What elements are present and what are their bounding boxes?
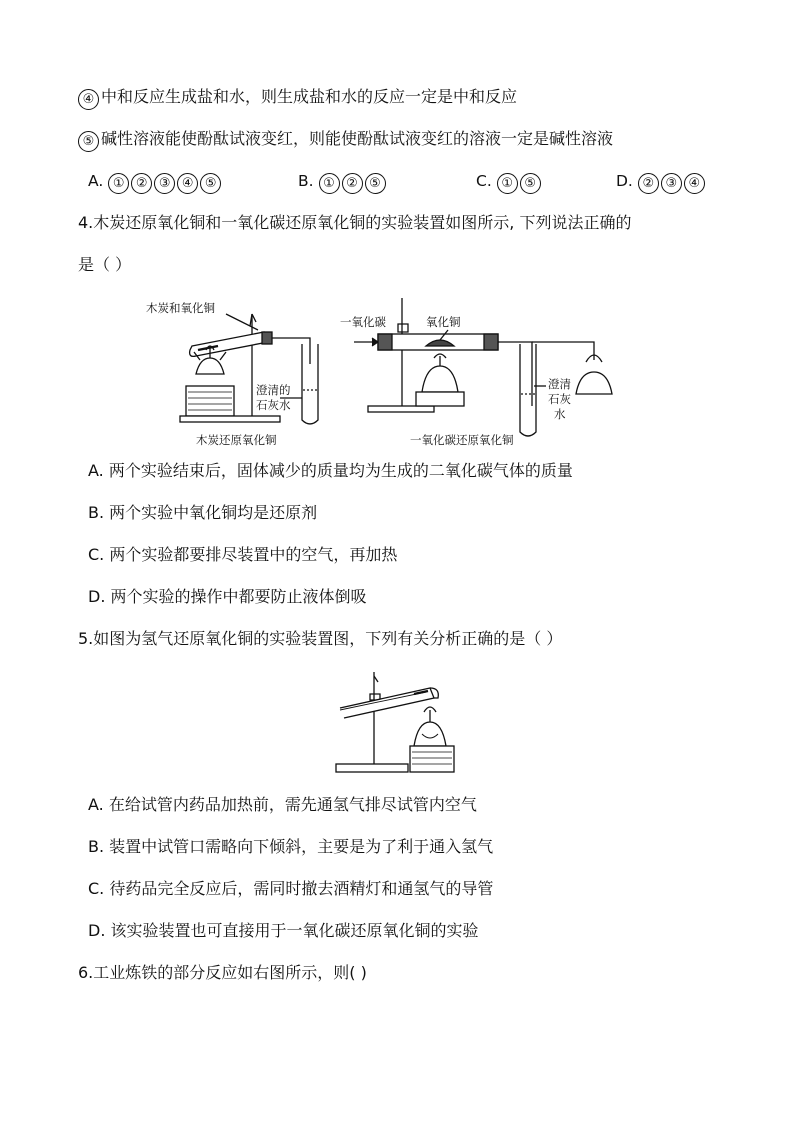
q5-hydrogen-apparatus-figure — [330, 666, 460, 776]
right-label-limewater-1: 澄清 — [548, 377, 571, 391]
q5-stem: 5.如图为氢气还原氧化铜的实验装置图，下列有关分析正确的是（ ） — [78, 629, 563, 648]
right-label-limewater-3: 水 — [554, 407, 566, 421]
q4-option-b[interactable]: B. 两个实验中氧化铜均是还原剂 — [88, 503, 318, 522]
q5-option-a[interactable]: A. 在给试管内药品加热前，需先通氢气排尽试管内空气 — [88, 795, 477, 814]
statement-5-text: 碱性溶液能使酚酞试液变红，则能使酚酞试液变红的溶液一定是碱性溶液 — [101, 129, 614, 148]
q4-stem-line-1: 4.木炭还原氧化铜和一氧化碳还原氧化铜的实验装置如图所示, 下列说法正确的 — [78, 213, 632, 232]
q3-option-a-num-1: ① — [108, 173, 129, 194]
right-label-co-gas: 一氧化碳 — [340, 315, 386, 329]
q3-option-d-num-2: ③ — [661, 173, 682, 194]
q4-apparatus-figure — [140, 294, 660, 454]
right-label-copper-oxide: 氧化铜 — [426, 315, 461, 329]
q3-option-b-letter: B. — [298, 172, 314, 190]
statement-4-number: ④ — [78, 89, 99, 110]
q3-option-b[interactable] — [298, 170, 388, 194]
q3-option-c-letter: C. — [476, 172, 492, 190]
left-label-limewater-1: 澄清的 — [256, 383, 291, 397]
q3-option-a-num-2: ② — [131, 173, 152, 194]
q5-apparatus-drawing — [330, 666, 460, 776]
q3-option-c-num-1: ① — [497, 173, 518, 194]
statement-5-number: ⑤ — [78, 131, 99, 152]
q5-option-c[interactable]: C. 待药品完全反应后，需同时撤去酒精灯和通氢气的导管 — [88, 879, 494, 898]
q3-option-c-num-2: ⑤ — [520, 173, 541, 194]
q3-option-c[interactable] — [476, 170, 543, 194]
right-label-limewater-2: 石灰 — [548, 392, 571, 406]
q5-option-d[interactable]: D. 该实验装置也可直接用于一氧化碳还原氧化铜的实验 — [88, 921, 479, 940]
q3-option-a-num-3: ③ — [154, 173, 175, 194]
q3-option-d-num-1: ② — [638, 173, 659, 194]
left-label-limewater-2: 石灰水 — [256, 398, 291, 412]
q3-option-b-num-3: ⑤ — [365, 173, 386, 194]
q3-option-b-num-2: ② — [342, 173, 363, 194]
q3-option-a[interactable] — [88, 170, 223, 194]
statement-5 — [78, 128, 613, 152]
q3-option-a-num-5: ⑤ — [200, 173, 221, 194]
q3-option-b-num-1: ① — [319, 173, 340, 194]
q6-stem: 6.工业炼铁的部分反应如右图所示，则( ) — [78, 963, 367, 982]
q3-option-a-num-4: ④ — [177, 173, 198, 194]
q4-option-d[interactable]: D. 两个实验的操作中都要防止液体倒吸 — [88, 587, 367, 606]
q4-stem-line-2: 是（ ） — [78, 255, 132, 274]
q4-option-c[interactable]: C. 两个实验都要排尽装置中的空气，再加热 — [88, 545, 398, 564]
q3-option-d-letter: D. — [616, 172, 633, 190]
q3-option-a-letter: A. — [88, 172, 104, 190]
q4-option-a[interactable]: A. 两个实验结束后，固体减少的质量均为生成的二氧化碳气体的质量 — [88, 461, 573, 480]
left-caption: 木炭还原氧化铜 — [196, 433, 277, 447]
statement-4 — [78, 86, 517, 110]
q3-option-d-num-3: ④ — [684, 173, 705, 194]
q4-apparatus-drawing — [140, 294, 660, 454]
right-caption: 一氧化碳还原氧化铜 — [410, 433, 514, 447]
q3-option-d[interactable] — [616, 170, 707, 194]
q5-option-b[interactable]: B. 装置中试管口需略向下倾斜，主要是为了利于通入氢气 — [88, 837, 494, 856]
statement-4-text: 中和反应生成盐和水，则生成盐和水的反应一定是中和反应 — [101, 87, 518, 106]
left-label-charcoal-copper-oxide: 木炭和氧化铜 — [146, 301, 215, 315]
